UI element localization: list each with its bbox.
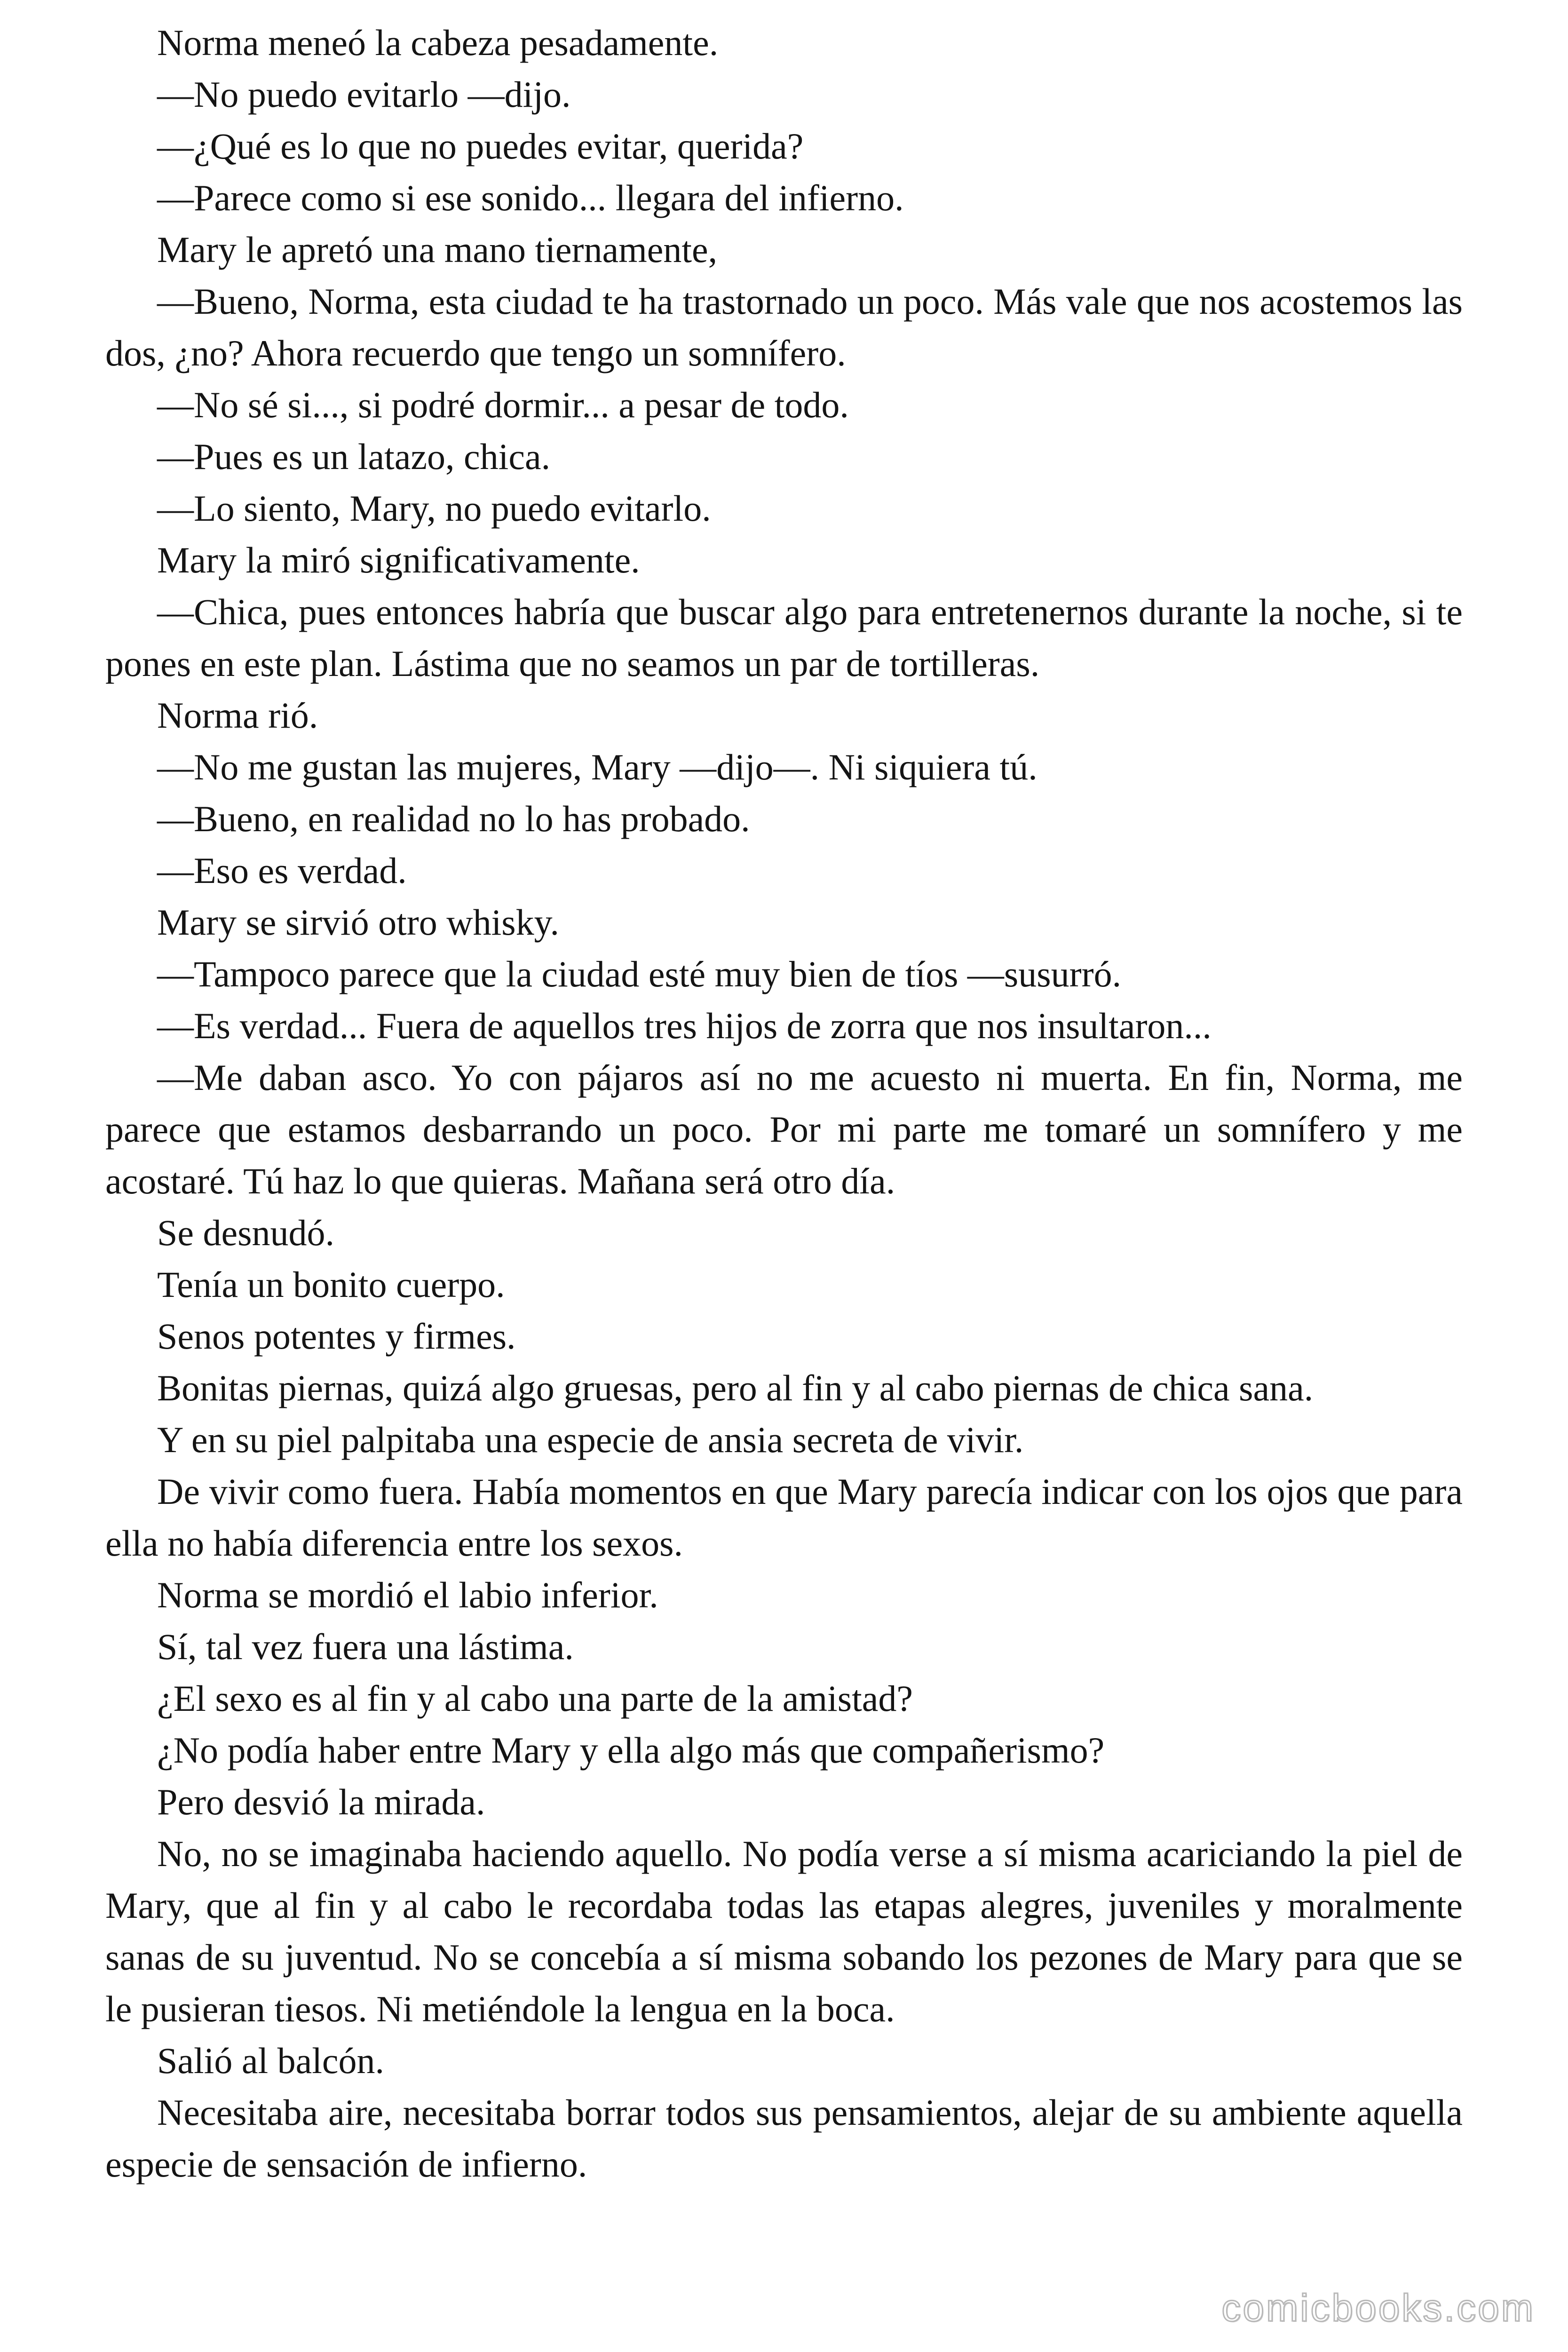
- paragraph: Pero desvió la mirada.: [157, 1781, 485, 1822]
- paragraph: Mary le apretó una mano tiernamente,: [157, 229, 718, 270]
- paragraph: Norma rió.: [157, 695, 318, 736]
- paragraph: —Tampoco parece que la ciudad esté muy bien de tíos —susurró.: [157, 954, 1122, 994]
- paragraph: Salió al balcón.: [157, 2040, 385, 2081]
- paragraph: —¿Qué es lo que no puedes evitar, querida?: [157, 126, 804, 167]
- paragraph: ¿No podía haber entre Mary y ella algo más que compañerismo?: [157, 1730, 1105, 1771]
- paragraph: Bonitas piernas, quizá algo gruesas, pero al fin y al cabo piernas de chica sana.: [157, 1367, 1314, 1408]
- watermark: comicbooks.com: [1221, 2287, 1535, 2329]
- paragraph: Norma se mordió el labio inferior.: [157, 1574, 658, 1615]
- paragraph: Mary se sirvió otro whisky.: [157, 902, 560, 943]
- paragraph: No, no se imaginaba haciendo aquello. No podía verse a sí misma acariciando la piel de Mary, que al fin y al cabo le recordaba todas las etapas alegres, juveniles y moralmente sanas de su juventud. No se concebía a sí misma sobando los pezones de Mary para que se le pusieran tiesos. Ni metiéndole la lengua en la boca.: [105, 1833, 1463, 2029]
- paragraph: ¿El sexo es al fin y al cabo una parte de la amistad?: [157, 1678, 913, 1719]
- paragraph: —Eso es verdad.: [157, 850, 407, 891]
- paragraph: —Bueno, en realidad no lo has probado.: [157, 798, 750, 839]
- paragraph: —Chica, pues entonces habría que buscar algo para entretenernos durante la noche, si te pones en este plan. Lástima que no seamos un par de tortilleras.: [105, 591, 1463, 684]
- paragraph: De vivir como fuera. Había momentos en que Mary parecía indicar con los ojos que para ella no había diferencia entre los sexos.: [105, 1471, 1463, 1564]
- paragraph: —No me gustan las mujeres, Mary —dijo—. Ni siquiera tú.: [157, 747, 1037, 787]
- page-body: [105, 17, 1463, 2190]
- paragraph: Tenía un bonito cuerpo.: [157, 1264, 505, 1305]
- paragraph: Norma meneó la cabeza pesadamente.: [157, 22, 719, 63]
- paragraph: —Parece como si ese sonido... llegara del infierno.: [157, 177, 904, 218]
- paragraph: Sí, tal vez fuera una lástima.: [157, 1626, 574, 1667]
- paragraph: —No puedo evitarlo —dijo.: [157, 74, 571, 115]
- paragraph: Mary la miró significativamente.: [157, 540, 640, 580]
- paragraph: —Pues es un latazo, chica.: [157, 436, 551, 477]
- paragraph: —Bueno, Norma, esta ciudad te ha trastornado un poco. Más vale que nos acostemos las dos, ¿no? Ahora recuerdo que tengo un somnífero.: [105, 281, 1463, 373]
- paragraph: —Es verdad... Fuera de aquellos tres hijos de zorra que nos insultaron...: [157, 1005, 1212, 1046]
- paragraph: Se desnudó.: [157, 1212, 334, 1253]
- paragraph: —Lo siento, Mary, no puedo evitarlo.: [157, 488, 711, 529]
- paragraph: Necesitaba aire, necesitaba borrar todos sus pensamientos, alejar de su ambiente aquella especie de sensación de infierno.: [105, 2092, 1463, 2185]
- paragraph: Y en su piel palpitaba una especie de ansia secreta de vivir.: [157, 1419, 1024, 1460]
- paragraph: —Me daban asco. Yo con pájaros así no me acuesto ni muerta. En fin, Norma, me parece que estamos desbarrando un poco. Por mi parte me tomaré un somnífero y me acostaré. Tú haz lo que quieras. Mañana será otro día.: [105, 1057, 1463, 1201]
- paragraph: Senos potentes y firmes.: [157, 1316, 516, 1357]
- paragraph: —No sé si..., si podré dormir... a pesar de todo.: [157, 384, 849, 425]
